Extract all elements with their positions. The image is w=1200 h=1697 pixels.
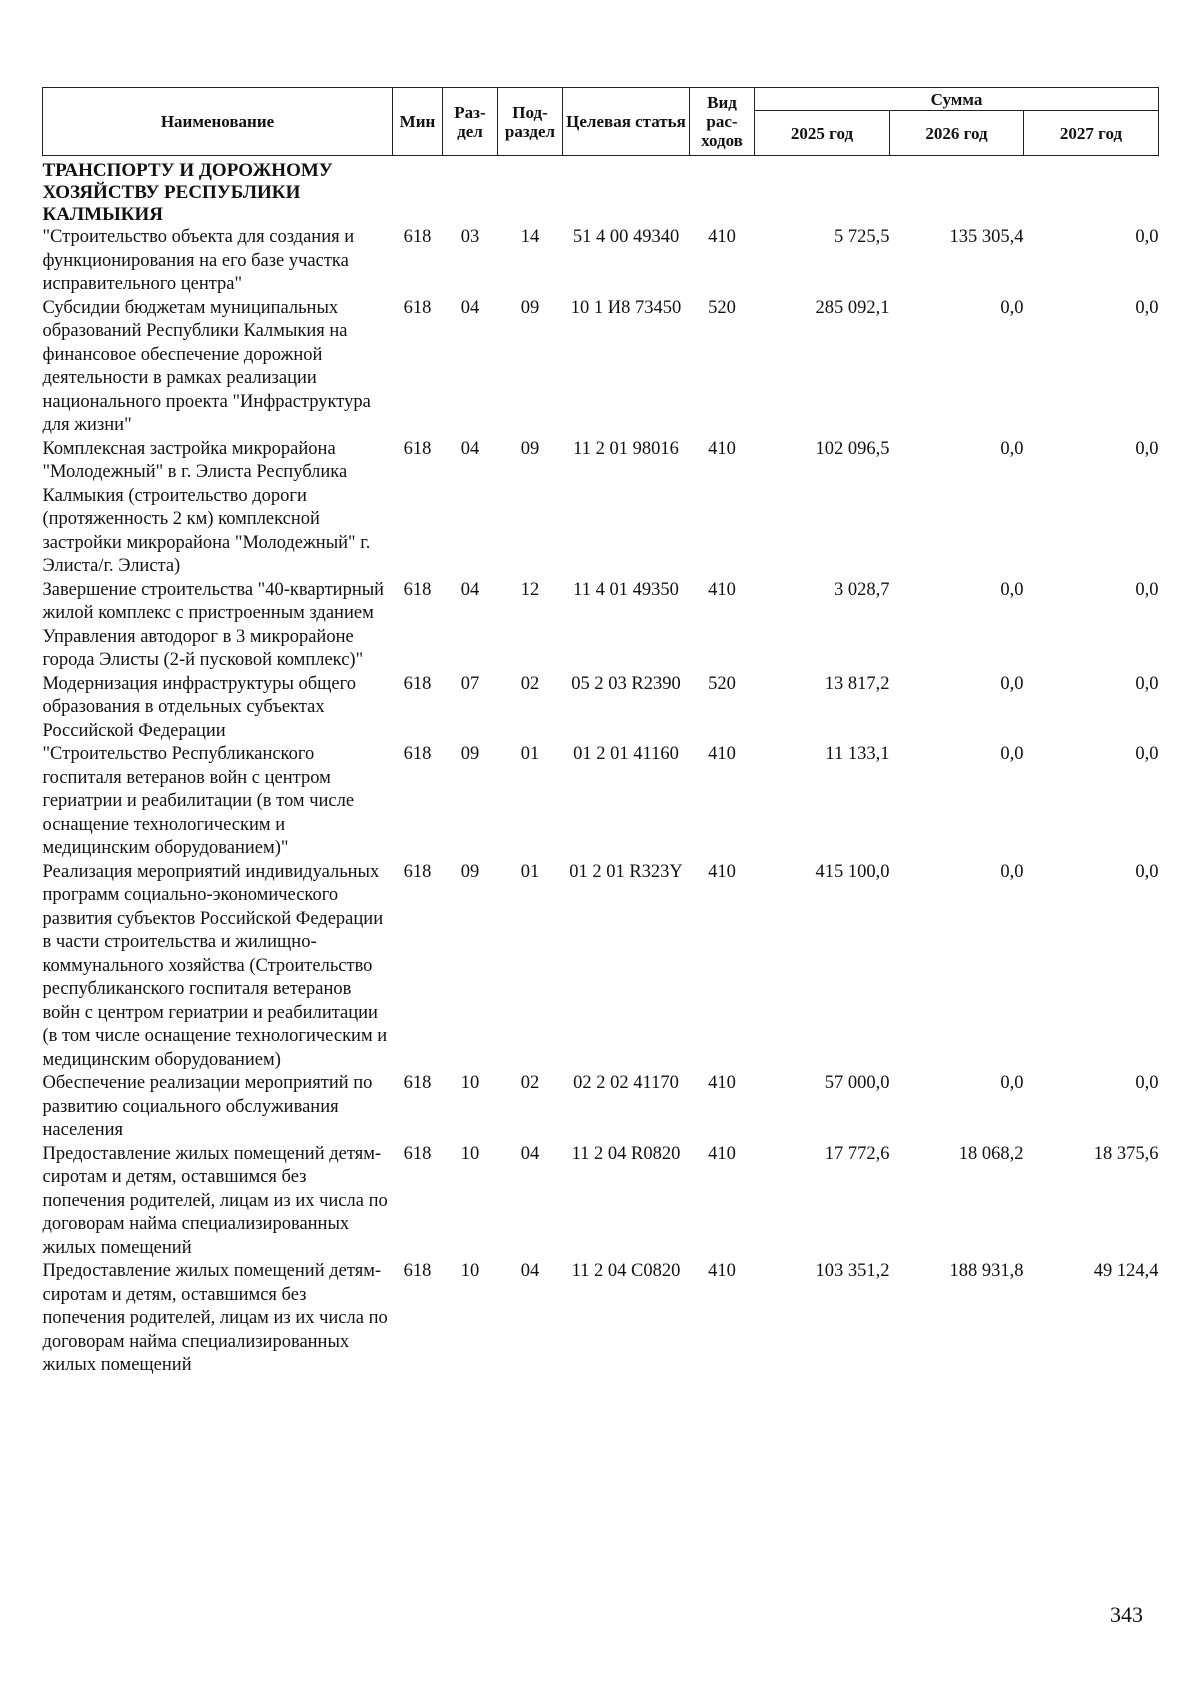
row-min: 618 <box>403 744 432 764</box>
row-podrazdel: 14 <box>520 227 540 247</box>
row-podrazdel: 04 <box>520 1261 540 1281</box>
row-sum-2027: 0,0 <box>1135 438 1159 459</box>
row-target: 51 4 00 49340 <box>572 227 680 247</box>
row-min: 618 <box>403 579 432 600</box>
row-razdel: 07 <box>460 673 480 694</box>
row-sum-2025: 415 100,0 <box>815 861 890 882</box>
row-sum-2025: 13 817,2 <box>824 673 890 694</box>
header-year-2027: 2027 год <box>1024 111 1159 156</box>
row-razdel: 10 <box>460 1073 480 1093</box>
row-sum-2025: 285 092,1 <box>815 297 890 318</box>
row-sum-2025: 11 133,1 <box>825 744 890 764</box>
row-target: 01 2 01 R323Y <box>569 861 683 882</box>
row-min: 618 <box>403 861 432 882</box>
row-sum-2026: 0,0 <box>1000 1073 1024 1093</box>
table-row <box>43 1260 1159 1378</box>
row-vid: 410 <box>708 1261 736 1281</box>
row-target: 11 4 01 49350 <box>573 579 679 600</box>
table-row <box>43 673 1159 744</box>
row-min: 618 <box>403 1073 432 1093</box>
row-vid: 410 <box>708 438 736 459</box>
row-sum-2027: 0,0 <box>1135 673 1159 694</box>
row-sum-2026: 0,0 <box>1000 673 1024 694</box>
row-min: 618 <box>403 673 432 694</box>
row-name: Комплексная застройка микрорайона "Молодежный" в г. Элиста Республика Калмыкия (строительство дороги (протяженность 2 км) комплексной застройки микрорайона "Молодежный" г. Элиста/г. Элиста) <box>42 438 371 576</box>
row-name: Модернизация инфраструктуры общего образования в отдельных субъектах Российской Федерации <box>42 673 356 741</box>
table-row <box>43 297 1159 438</box>
header-target: Целевая статья <box>563 88 690 156</box>
row-sum-2025: 17 772,6 <box>824 1143 890 1164</box>
row-razdel: 04 <box>460 438 480 459</box>
table-row <box>43 743 1159 861</box>
row-sum-2025: 5 725,5 <box>834 227 890 247</box>
row-razdel: 10 <box>460 1261 480 1281</box>
row-podrazdel: 02 <box>520 1073 540 1093</box>
row-name: Реализация мероприятий индивидуальных программ социально-экономического развития субъектов Российской Федерации в части строительства и жилищно-коммунального хозяйства (Строительство республиканского госпиталя ветеранов войн с центром гериатрии и реабилитации (в том числе оснащение технологическим и медицинским оборудованием) <box>42 861 388 1070</box>
row-razdel: 09 <box>460 744 480 764</box>
row-podrazdel: 01 <box>520 861 540 882</box>
row-razdel: 04 <box>460 297 480 318</box>
row-name: "Строительство Республиканского госпиталя ветеранов войн с центром гериатрии и реабилитации (в том числе оснащение технологическим и медицинским оборудованием)" <box>42 744 355 858</box>
row-sum-2027: 18 375,6 <box>1093 1143 1159 1164</box>
row-razdel: 03 <box>460 227 480 247</box>
header-podrazdel: Под-раздел <box>498 88 563 156</box>
row-sum-2027: 0,0 <box>1135 861 1159 882</box>
row-sum-2025: 57 000,0 <box>824 1073 890 1093</box>
header-year-2025: 2025 год <box>755 111 890 156</box>
header-sum: Сумма <box>755 88 1159 111</box>
row-sum-2025: 103 351,2 <box>815 1261 890 1281</box>
row-name: Обеспечение реализации мероприятий по развитию социального обслуживания населения <box>42 1073 373 1140</box>
row-min: 618 <box>403 438 432 459</box>
row-sum-2027: 0,0 <box>1135 297 1159 318</box>
row-sum-2026: 188 931,8 <box>949 1261 1024 1281</box>
row-min: 618 <box>403 297 432 318</box>
row-sum-2026: 135 305,4 <box>949 227 1024 247</box>
row-target: 11 2 04 C0820 <box>571 1261 681 1281</box>
row-sum-2026: 18 068,2 <box>958 1143 1024 1164</box>
table-row <box>43 1072 1159 1143</box>
row-target: 11 2 04 R0820 <box>571 1143 681 1164</box>
row-vid: 410 <box>708 1073 736 1093</box>
row-target: 11 2 01 98016 <box>573 438 679 459</box>
header-vid: Вид рас-ходов <box>690 88 755 156</box>
row-podrazdel: 09 <box>520 297 540 318</box>
row-podrazdel: 12 <box>520 579 540 600</box>
row-name: Предоставление жилых помещений детям-сиротам и детям, оставшимся без попечения родителей, лицам из их числа по договорам найма специализированных жилых помещений <box>42 1261 388 1375</box>
header-year-2026: 2026 год <box>890 111 1024 156</box>
header-min: Мин <box>393 88 443 156</box>
row-min: 618 <box>403 1143 432 1164</box>
section-row <box>43 156 1159 227</box>
row-vid: 410 <box>708 227 736 247</box>
row-razdel: 04 <box>460 579 480 600</box>
row-vid: 410 <box>708 861 736 882</box>
row-vid: 410 <box>708 1143 736 1164</box>
row-sum-2027: 0,0 <box>1135 744 1159 764</box>
row-vid: 520 <box>708 297 736 318</box>
row-razdel: 10 <box>460 1143 480 1164</box>
header-name: Наименование <box>43 88 393 156</box>
table-body <box>43 156 1159 1378</box>
row-vid: 410 <box>708 579 736 600</box>
row-razdel: 09 <box>460 861 480 882</box>
row-target: 10 1 И8 73450 <box>570 297 682 318</box>
row-sum-2025: 102 096,5 <box>815 438 890 459</box>
row-target: 05 2 03 R2390 <box>571 673 681 694</box>
table-row <box>43 1143 1159 1261</box>
row-name: "Строительство объекта для создания и функционирования на его базе участка исправительного центра" <box>42 227 355 294</box>
row-vid: 520 <box>708 673 736 694</box>
row-podrazdel: 01 <box>520 744 540 764</box>
row-sum-2026: 0,0 <box>1000 438 1024 459</box>
row-sum-2027: 49 124,4 <box>1093 1261 1159 1281</box>
row-target: 01 2 01 41160 <box>573 744 679 764</box>
row-sum-2026: 0,0 <box>1000 579 1024 600</box>
table-row <box>43 579 1159 673</box>
row-min: 618 <box>403 1261 432 1281</box>
section-title: ТРАНСПОРТУ И ДОРОЖНОМУ ХОЗЯЙСТВУ РЕСПУБЛИКИ КАЛМЫКИЯ <box>42 160 333 225</box>
row-name: Субсидии бюджетам муниципальных образований Республики Калмыкия на финансовое обеспечение дорожной деятельности в рамках реализации национального проекта "Инфраструктура для жизни" <box>42 297 371 435</box>
table-row <box>43 861 1159 1073</box>
row-name: Завершение строительства "40-квартирный жилой комплекс с пристроенным зданием Управления автодорог в 3 микрорайоне города Элисты (2-й пусковой комплекс)" <box>42 579 385 670</box>
row-podrazdel: 09 <box>520 438 540 459</box>
row-sum-2027: 0,0 <box>1135 579 1159 600</box>
row-sum-2025: 3 028,7 <box>834 579 890 600</box>
row-podrazdel: 04 <box>520 1143 540 1164</box>
row-sum-2026: 0,0 <box>1000 297 1024 318</box>
row-name: Предоставление жилых помещений детям-сиротам и детям, оставшимся без попечения родителей, лицам из их числа по договорам найма специализированных жилых помещений <box>42 1143 388 1258</box>
table-header <box>43 88 1159 156</box>
page-number: 343 <box>1110 1602 1143 1627</box>
budget-table <box>42 87 1159 1378</box>
row-min: 618 <box>403 227 432 247</box>
row-vid: 410 <box>708 744 736 764</box>
row-sum-2027: 0,0 <box>1135 227 1159 247</box>
row-podrazdel: 02 <box>520 673 540 694</box>
table-row <box>43 438 1159 579</box>
header-razdel: Раз-дел <box>443 88 498 156</box>
table-row <box>43 226 1159 297</box>
row-target: 02 2 02 41170 <box>573 1073 679 1093</box>
row-sum-2026: 0,0 <box>1000 744 1024 764</box>
row-sum-2027: 0,0 <box>1135 1073 1159 1093</box>
row-sum-2026: 0,0 <box>1000 861 1024 882</box>
